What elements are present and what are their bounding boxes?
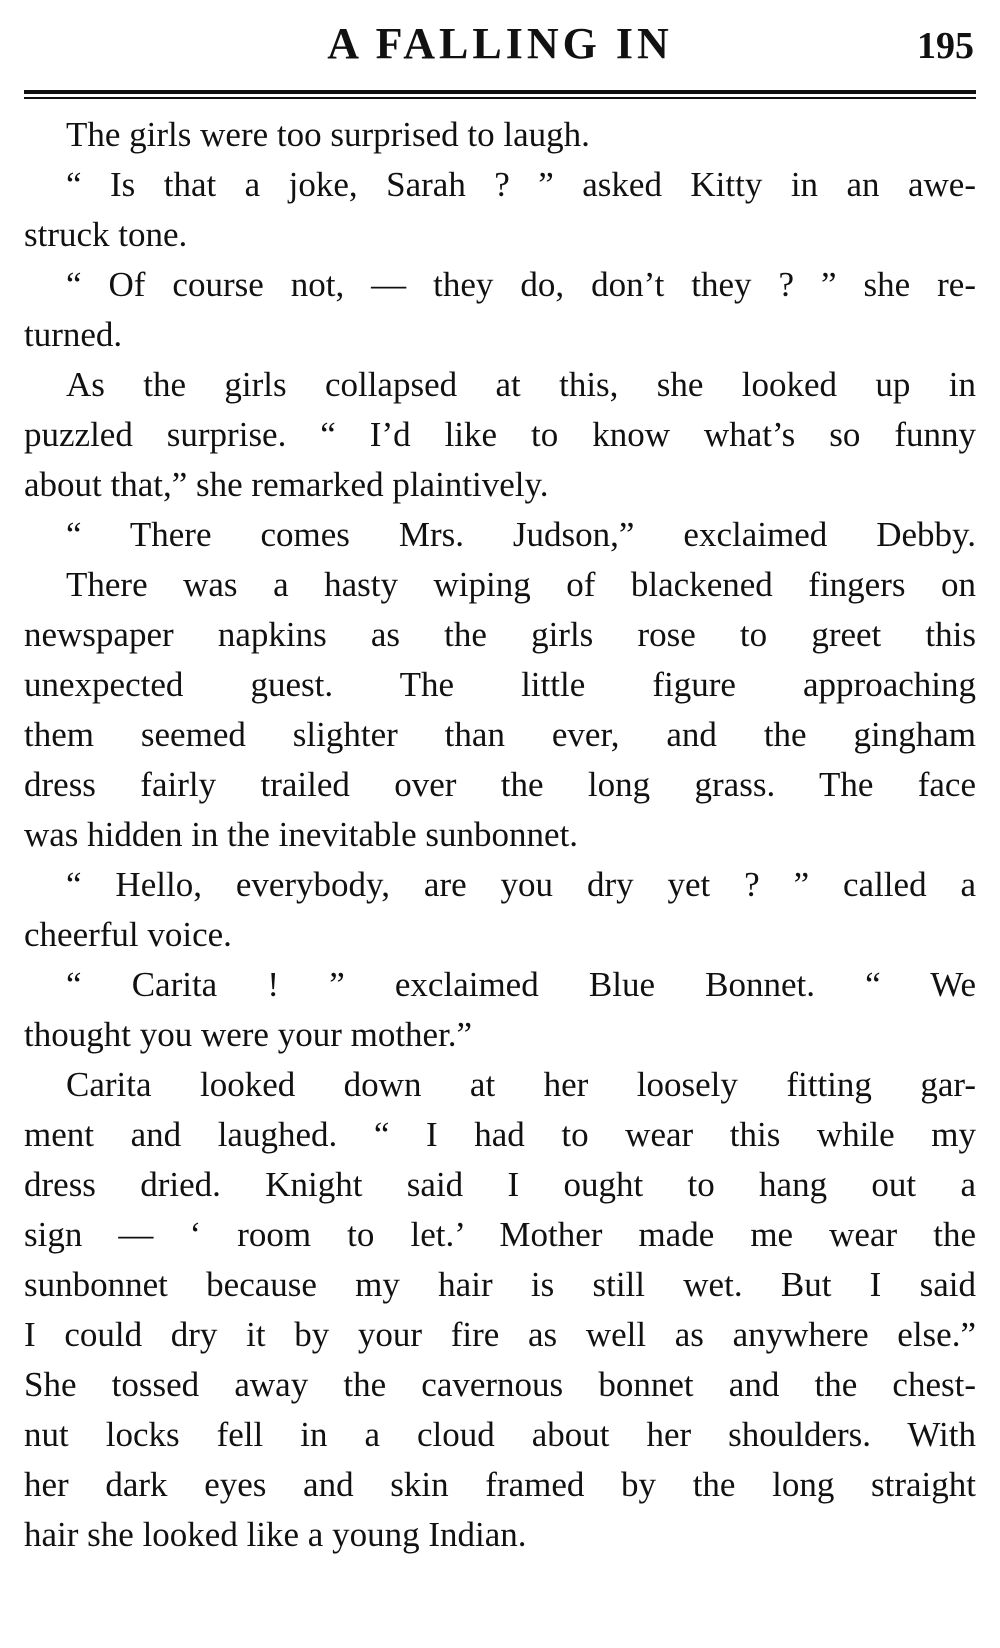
text-line: dress fairly trailed over the long grass. The face [24, 765, 976, 804]
text-line: “ Is that a joke, Sarah ? ” asked Kitty in an awe- [66, 165, 976, 204]
text-line: “ Carita ! ” exclaimed Blue Bonnet. “ We [66, 965, 976, 1004]
text-line: hair she looked like a young Indian. [24, 1515, 527, 1554]
text-line: Carita looked down at her loosely fitting gar- [66, 1065, 976, 1104]
page-header [24, 14, 976, 74]
text-line: her dark eyes and skin framed by the long straight [24, 1465, 976, 1504]
text-line: “ Hello, everybody, are you dry yet ? ” called a [66, 865, 976, 904]
text-line: them seemed slighter than ever, and the gingham [24, 715, 976, 754]
text-line: thought you were your mother.” [24, 1015, 473, 1054]
text-line: about that,” she remarked plaintively. [24, 465, 549, 504]
text-line: “ Of course not, — they do, don’t they ? ” she re- [66, 265, 976, 304]
body-text [24, 110, 976, 1560]
text-line: “ There comes Mrs. Judson,” exclaimed Debby. [66, 515, 976, 554]
header-rule-thick [24, 90, 976, 94]
text-line: puzzled surprise. “ I’d like to know what’s so funny [24, 415, 976, 454]
running-title: A FALLING IN [327, 19, 673, 68]
text-line: dress dried. Knight said I ought to hang out a [24, 1165, 976, 1204]
text-line: struck tone. [24, 215, 188, 254]
text-line: was hidden in the inevitable sunbonnet. [24, 815, 579, 854]
header-rule-thin [24, 97, 976, 99]
text-line: As the girls collapsed at this, she looked up in [66, 365, 976, 404]
text-line: She tossed away the cavernous bonnet and the chest- [24, 1365, 976, 1404]
text-line: newspaper napkins as the girls rose to greet this [24, 615, 976, 654]
text-line: unexpected guest. The little figure approaching [24, 665, 976, 704]
text-line: ment and laughed. “ I had to wear this while my [24, 1115, 976, 1154]
text-line: nut locks fell in a cloud about her shoulders. With [24, 1415, 976, 1454]
page-number: 195 [917, 25, 974, 67]
text-line: I could dry it by your fire as well as anywhere else.” [24, 1315, 976, 1354]
text-line: The girls were too surprised to laugh. [66, 115, 590, 154]
text-line: There was a hasty wiping of blackened fingers on [66, 565, 976, 604]
text-line: cheerful voice. [24, 915, 232, 954]
text-line: sign — ‘ room to let.’ Mother made me wear the [24, 1215, 976, 1254]
text-line: sunbonnet because my hair is still wet. But I said [24, 1265, 976, 1304]
text-line: turned. [24, 315, 123, 354]
